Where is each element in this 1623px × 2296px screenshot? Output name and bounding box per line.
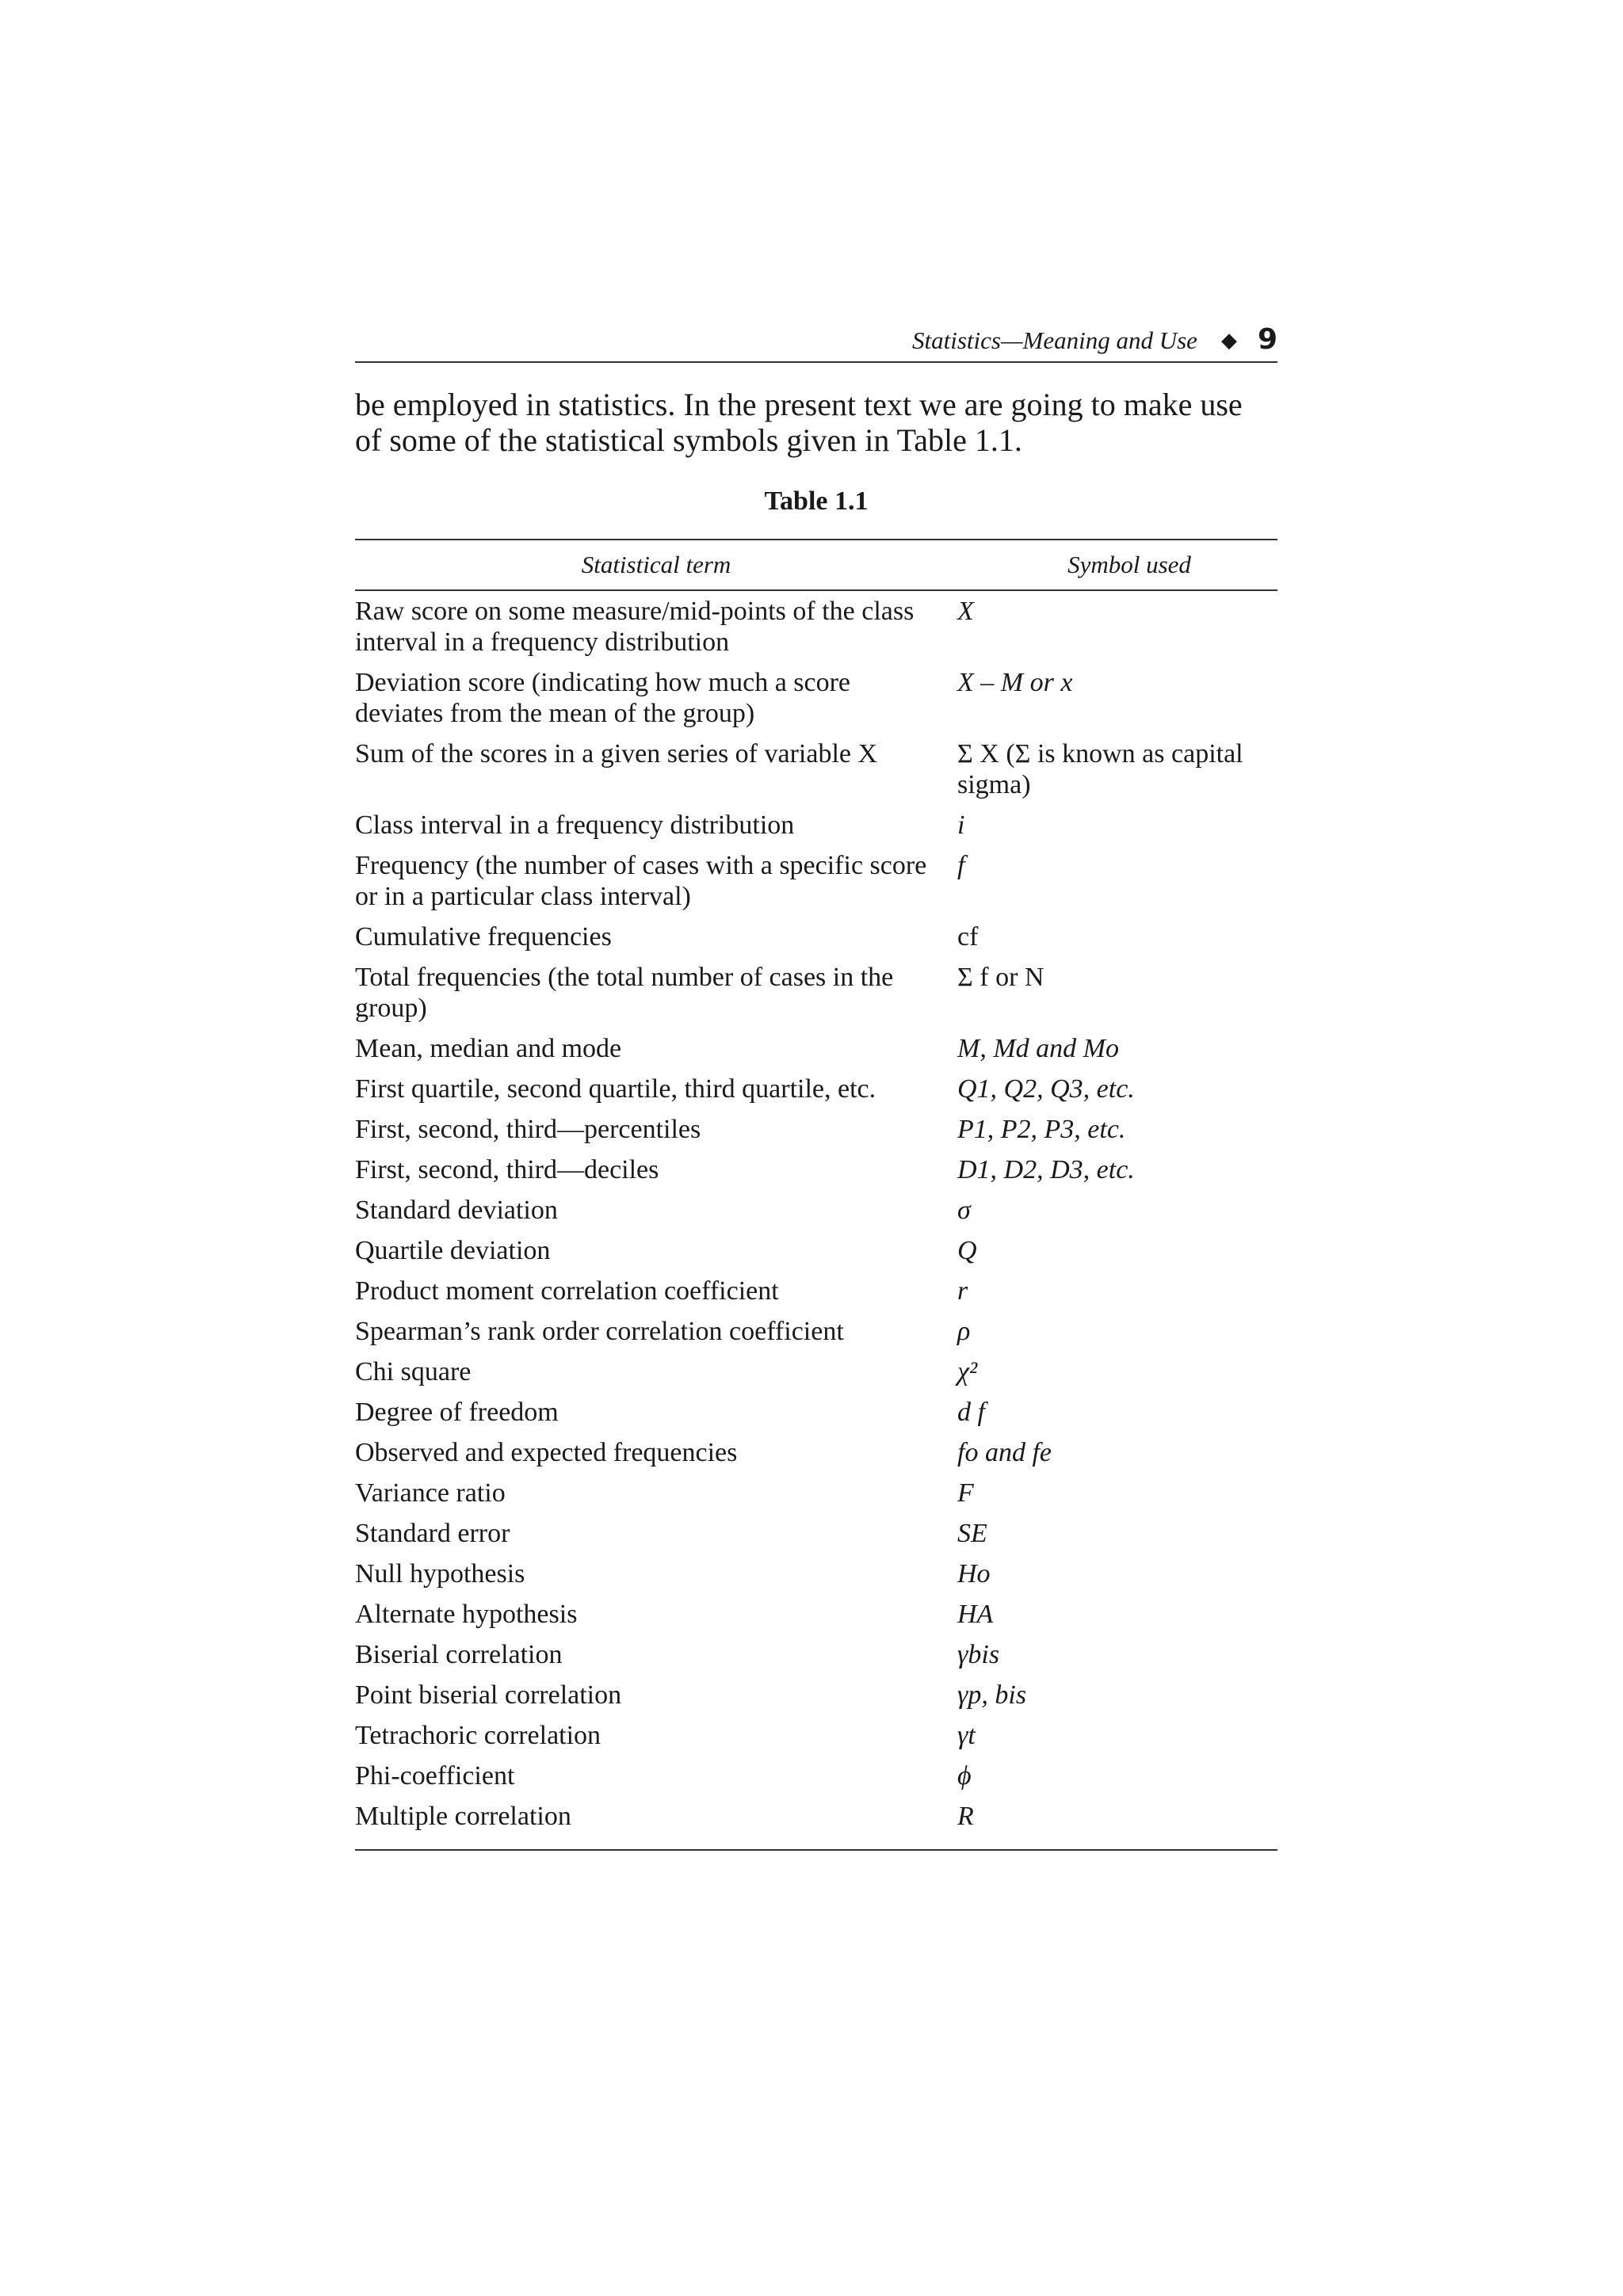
table-row [355, 962, 1277, 1024]
symbol-cell: σ [957, 1196, 971, 1225]
symbol-cell: f [957, 851, 965, 880]
symbol-cell: P1, P2, P3, etc. [957, 1115, 1126, 1144]
intro-line: be employed in statistics. In the present text we are going to make use [355, 387, 1243, 422]
symbol-cell: D1, D2, D3, etc. [957, 1155, 1135, 1184]
table-row [355, 1518, 1277, 1549]
statistical-term-cell: Frequency (the number of cases with a specific score or in a particular class interval) [355, 851, 927, 911]
book-page [355, 323, 1277, 1851]
statistical-term-cell: Degree of freedom [355, 1398, 559, 1427]
symbol-cell: γp, bis [957, 1680, 1027, 1710]
symbol-cell: X [957, 597, 974, 626]
table-row [355, 1599, 1277, 1630]
symbol-cell: ρ [957, 1317, 971, 1346]
column-header-term: Statistical term [581, 551, 731, 578]
symbols-table [355, 539, 1277, 1851]
table-row [355, 1074, 1277, 1104]
running-header-title: Statistics—Meaning and Use [912, 326, 1197, 354]
intro-paragraph [355, 387, 1277, 458]
table-row [355, 1478, 1277, 1508]
symbol-cell: Q1, Q2, Q3, etc. [957, 1074, 1135, 1104]
table-row [355, 1720, 1277, 1751]
statistical-term-cell: Null hypothesis [355, 1559, 525, 1589]
statistical-term-cell: Biserial correlation [355, 1640, 563, 1669]
symbol-cell: Ho [957, 1559, 991, 1589]
table-row [355, 1235, 1277, 1266]
table-row [355, 1033, 1277, 1064]
table-row [355, 1760, 1277, 1791]
symbol-cell: γbis [957, 1640, 1000, 1669]
statistical-term-cell: Quartile deviation [355, 1236, 551, 1265]
statistical-term-cell: Cumulative frequencies [355, 922, 612, 952]
page-number: 9 [1257, 323, 1277, 356]
table-row [355, 921, 1277, 952]
statistical-term-cell: Tetrachoric correlation [355, 1721, 601, 1750]
table-caption: Table 1.1 [764, 486, 869, 516]
statistical-term-cell: Deviation score (indicating how much a score deviates from the mean of the group) [355, 668, 851, 728]
table-row [355, 667, 1277, 729]
table-row [355, 1356, 1277, 1387]
table-row [355, 850, 1277, 912]
statistical-term-cell: First quartile, second quartile, third quartile, etc. [355, 1074, 876, 1104]
table-row [355, 1558, 1277, 1589]
table-row [355, 810, 1277, 841]
statistical-term-cell: Sum of the scores in a given series of variable X [355, 739, 878, 769]
table-row [355, 1801, 1277, 1832]
statistical-term-cell: Mean, median and mode [355, 1034, 622, 1063]
statistical-term-cell: Standard error [355, 1519, 510, 1548]
statistical-term-cell: Total frequencies (the total number of cases in the group) [355, 963, 894, 1023]
statistical-term-cell: Phi-coefficient [355, 1761, 515, 1791]
statistical-term-cell: Chi square [355, 1357, 472, 1386]
table-body [355, 591, 1277, 1849]
statistical-term-cell: Variance ratio [355, 1478, 506, 1508]
statistical-term-cell: Point biserial correlation [355, 1680, 622, 1710]
symbol-cell: Σ X (Σ is known as capital sigma) [957, 739, 1243, 799]
statistical-term-cell: Observed and expected frequencies [355, 1438, 738, 1467]
statistical-term-cell: Raw score on some measure/mid-points of the class interval in a frequency distribution [355, 597, 915, 657]
symbol-cell: F [957, 1478, 974, 1508]
column-header-symbol: Symbol used [1067, 551, 1191, 578]
symbol-cell: R [957, 1802, 974, 1831]
statistical-term-cell: Alternate hypothesis [355, 1600, 578, 1629]
intro-line: of some of the statistical symbols given in Table 1.1. [355, 422, 1022, 458]
statistical-term-cell: Spearman’s rank order correlation coefficient [355, 1317, 844, 1346]
symbol-cell: cf [957, 922, 979, 952]
symbol-cell: Σ f or N [957, 963, 1044, 992]
symbol-cell: χ² [957, 1357, 978, 1386]
symbol-cell: Q [957, 1236, 977, 1265]
symbol-cell: ϕ [957, 1761, 972, 1791]
symbol-cell: γt [957, 1721, 976, 1750]
table-row [355, 596, 1277, 658]
symbol-cell: fo and fe [957, 1438, 1052, 1467]
table-row [355, 1114, 1277, 1145]
symbol-cell: i [957, 810, 965, 840]
symbol-cell: d f [957, 1398, 985, 1427]
statistical-term-cell: First, second, third—percentiles [355, 1115, 701, 1144]
statistical-term-cell: Multiple correlation [355, 1802, 571, 1831]
table-header [355, 540, 1277, 591]
table-row [355, 1154, 1277, 1185]
symbol-cell: SE [957, 1519, 987, 1548]
table-row [355, 1316, 1277, 1347]
statistical-term-cell: Class interval in a frequency distribution [355, 810, 795, 840]
symbol-cell: M, Md and Mo [957, 1034, 1119, 1063]
diamond-icon: ◆ [1220, 329, 1237, 352]
symbol-cell: HA [957, 1600, 994, 1629]
statistical-term-cell: Product moment correlation coefficient [355, 1276, 779, 1306]
running-header [355, 323, 1277, 363]
table-row [355, 1639, 1277, 1670]
table-row [355, 1680, 1277, 1711]
statistical-term-cell: First, second, third—deciles [355, 1155, 659, 1184]
statistical-term-cell: Standard deviation [355, 1196, 558, 1225]
table-row [355, 1437, 1277, 1468]
symbol-cell: r [957, 1276, 968, 1306]
symbol-cell: X – M or x [957, 668, 1073, 697]
table-row [355, 1397, 1277, 1428]
table-row [355, 1195, 1277, 1226]
table-row [355, 1276, 1277, 1306]
table-row [355, 738, 1277, 800]
